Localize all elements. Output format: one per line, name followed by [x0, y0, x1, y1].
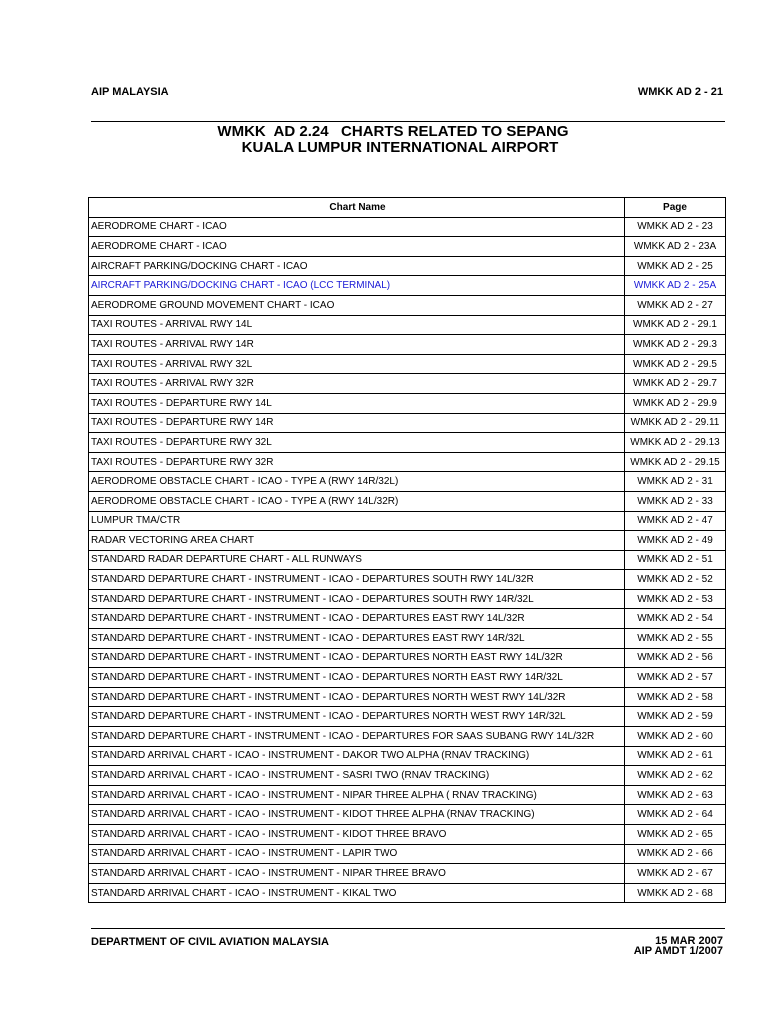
- table-row: [89, 217, 726, 237]
- table-row: [89, 354, 726, 374]
- page-ref-cell: WMKK AD 2 - 57: [625, 668, 726, 688]
- column-header-chart-name: Chart Name: [89, 198, 625, 218]
- chart-name-cell: AERODROME CHART - ICAO: [89, 217, 625, 237]
- header-divider: [91, 121, 725, 122]
- chart-name-cell: STANDARD DEPARTURE CHART - INSTRUMENT - ICAO - DEPARTURES FOR SAAS SUBANG RWY 14L/32R: [89, 727, 625, 747]
- page-ref-cell: WMKK AD 2 - 23: [625, 217, 726, 237]
- chart-name-cell: TAXI ROUTES - DEPARTURE RWY 32R: [89, 452, 625, 472]
- page-ref-cell: WMKK AD 2 - 66: [625, 844, 726, 864]
- chart-name-cell: LUMPUR TMA/CTR: [89, 511, 625, 531]
- column-header-page: Page: [625, 198, 726, 218]
- page-ref-cell: WMKK AD 2 - 52: [625, 570, 726, 590]
- table-row: [89, 433, 726, 453]
- table-row: [89, 472, 726, 492]
- page-ref-cell: WMKK AD 2 - 25: [625, 256, 726, 276]
- chart-name-cell: AERODROME OBSTACLE CHART - ICAO - TYPE A (RWY 14L/32R): [89, 491, 625, 511]
- chart-name-cell: TAXI ROUTES - DEPARTURE RWY 14L: [89, 393, 625, 413]
- chart-name-cell: TAXI ROUTES - DEPARTURE RWY 32L: [89, 433, 625, 453]
- page-ref-cell: WMKK AD 2 - 29.11: [625, 413, 726, 433]
- chart-name-cell: STANDARD RADAR DEPARTURE CHART - ALL RUNWAYS: [89, 550, 625, 570]
- chart-name-cell: STANDARD ARRIVAL CHART - ICAO - INSTRUMENT - NIPAR THREE ALPHA ( RNAV TRACKING): [89, 785, 625, 805]
- table-row: [89, 276, 726, 296]
- chart-name-cell: STANDARD ARRIVAL CHART - ICAO - INSTRUMENT - LAPIR TWO: [89, 844, 625, 864]
- table-row: [89, 570, 726, 590]
- page-ref-cell: WMKK AD 2 - 58: [625, 687, 726, 707]
- chart-name-cell: AIRCRAFT PARKING/DOCKING CHART - ICAO (LCC TERMINAL): [89, 276, 625, 296]
- chart-name-cell: TAXI ROUTES - ARRIVAL RWY 32R: [89, 374, 625, 394]
- page-ref-cell: WMKK AD 2 - 55: [625, 629, 726, 649]
- footer-edition: [634, 936, 723, 956]
- chart-name-cell: STANDARD DEPARTURE CHART - INSTRUMENT - ICAO - DEPARTURES SOUTH RWY 14R/32L: [89, 589, 625, 609]
- chart-name-cell: STANDARD DEPARTURE CHART - INSTRUMENT - ICAO - DEPARTURES NORTH WEST RWY 14L/32R: [89, 687, 625, 707]
- table-row: [89, 511, 726, 531]
- table-row: [89, 374, 726, 394]
- table-row: [89, 295, 726, 315]
- page-ref-cell: WMKK AD 2 - 59: [625, 707, 726, 727]
- page-ref-cell: WMKK AD 2 - 51: [625, 550, 726, 570]
- chart-name-cell: STANDARD ARRIVAL CHART - ICAO - INSTRUMENT - NIPAR THREE BRAVO: [89, 864, 625, 884]
- table-row: [89, 687, 726, 707]
- chart-name-cell: STANDARD ARRIVAL CHART - ICAO - INSTRUMENT - DAKOR TWO ALPHA (RNAV TRACKING): [89, 746, 625, 766]
- page-ref-cell: WMKK AD 2 - 29.9: [625, 393, 726, 413]
- header-page-ref: WMKK AD 2 - 21: [637, 86, 723, 98]
- page-ref-cell: WMKK AD 2 - 29.1: [625, 315, 726, 335]
- page-ref-cell: WMKK AD 2 - 61: [625, 746, 726, 766]
- page-ref-cell: WMKK AD 2 - 29.5: [625, 354, 726, 374]
- table-body: [89, 217, 726, 903]
- table-row: [89, 648, 726, 668]
- table-row: [89, 335, 726, 355]
- chart-name-cell: TAXI ROUTES - ARRIVAL RWY 14R: [89, 335, 625, 355]
- table-row: [89, 727, 726, 747]
- page-ref-cell: WMKK AD 2 - 53: [625, 589, 726, 609]
- page-title-line-2: KUALA LUMPUR INTERNATIONAL AIRPORT: [241, 139, 559, 156]
- page-ref-cell: WMKK AD 2 - 67: [625, 864, 726, 884]
- table-row: [89, 668, 726, 688]
- table-header-row: [89, 198, 726, 218]
- chart-name-cell: AERODROME GROUND MOVEMENT CHART - ICAO: [89, 295, 625, 315]
- footer-department: DEPARTMENT OF CIVIL AVIATION MALAYSIA: [91, 936, 329, 948]
- table-row: [89, 766, 726, 786]
- chart-name-cell: TAXI ROUTES - ARRIVAL RWY 32L: [89, 354, 625, 374]
- chart-name-cell: STANDARD DEPARTURE CHART - INSTRUMENT - ICAO - DEPARTURES NORTH EAST RWY 14R/32L: [89, 668, 625, 688]
- charts-table: [88, 197, 726, 903]
- table-row: [89, 589, 726, 609]
- table-row: [89, 315, 726, 335]
- chart-name-cell: STANDARD DEPARTURE CHART - INSTRUMENT - ICAO - DEPARTURES NORTH EAST RWY 14L/32R: [89, 648, 625, 668]
- page-ref-cell: WMKK AD 2 - 49: [625, 531, 726, 551]
- table-row: [89, 707, 726, 727]
- table-row: [89, 393, 726, 413]
- chart-name-cell: TAXI ROUTES - DEPARTURE RWY 14R: [89, 413, 625, 433]
- page-ref-cell: WMKK AD 2 - 64: [625, 805, 726, 825]
- page-ref-cell: WMKK AD 2 - 63: [625, 785, 726, 805]
- table-row: [89, 452, 726, 472]
- table-row: [89, 491, 726, 511]
- page-ref-cell: WMKK AD 2 - 56: [625, 648, 726, 668]
- page-ref-cell: WMKK AD 2 - 29.15: [625, 452, 726, 472]
- chart-name-cell: STANDARD ARRIVAL CHART - ICAO - INSTRUMENT - KIDOT THREE ALPHA (RNAV TRACKING): [89, 805, 625, 825]
- chart-name-cell: STANDARD ARRIVAL CHART - ICAO - INSTRUMENT - SASRI TWO (RNAV TRACKING): [89, 766, 625, 786]
- table-row: [89, 785, 726, 805]
- page-ref-cell: WMKK AD 2 - 31: [625, 472, 726, 492]
- chart-name-cell: AERODROME CHART - ICAO: [89, 237, 625, 257]
- chart-name-cell: STANDARD ARRIVAL CHART - ICAO - INSTRUMENT - KIDOT THREE BRAVO: [89, 825, 625, 845]
- page-ref-cell: WMKK AD 2 - 54: [625, 609, 726, 629]
- table-row: [89, 746, 726, 766]
- chart-name-cell: AERODROME OBSTACLE CHART - ICAO - TYPE A (RWY 14R/32L): [89, 472, 625, 492]
- table-row: [89, 864, 726, 884]
- page-ref-cell: WMKK AD 2 - 29.3: [625, 335, 726, 355]
- page-ref-cell: WMKK AD 2 - 25A: [625, 276, 726, 296]
- page-ref-cell: WMKK AD 2 - 60: [625, 727, 726, 747]
- footer-date: 15 MAR 2007: [655, 935, 723, 947]
- table-row: [89, 531, 726, 551]
- table-row: [89, 609, 726, 629]
- page-title: [80, 124, 720, 156]
- chart-name-cell: TAXI ROUTES - ARRIVAL RWY 14L: [89, 315, 625, 335]
- page-ref-cell: WMKK AD 2 - 27: [625, 295, 726, 315]
- page-ref-cell: WMKK AD 2 - 23A: [625, 237, 726, 257]
- table-row: [89, 550, 726, 570]
- table-row: [89, 629, 726, 649]
- page-ref-cell: WMKK AD 2 - 47: [625, 511, 726, 531]
- chart-name-cell: AIRCRAFT PARKING/DOCKING CHART - ICAO: [89, 256, 625, 276]
- chart-name-cell: RADAR VECTORING AREA CHART: [89, 531, 625, 551]
- chart-name-cell: STANDARD DEPARTURE CHART - INSTRUMENT - ICAO - DEPARTURES SOUTH RWY 14L/32R: [89, 570, 625, 590]
- table-row: [89, 805, 726, 825]
- page-ref-cell: WMKK AD 2 - 29.13: [625, 433, 726, 453]
- table-row: [89, 237, 726, 257]
- page-ref-cell: WMKK AD 2 - 65: [625, 825, 726, 845]
- chart-name-cell: STANDARD ARRIVAL CHART - ICAO - INSTRUMENT - KIKAL TWO: [89, 883, 625, 903]
- chart-name-cell: STANDARD DEPARTURE CHART - INSTRUMENT - ICAO - DEPARTURES NORTH WEST RWY 14R/32L: [89, 707, 625, 727]
- table-row: [89, 413, 726, 433]
- header-publication: AIP MALAYSIA: [91, 86, 169, 98]
- page-ref-cell: WMKK AD 2 - 68: [625, 883, 726, 903]
- footer-amendment: AIP AMDT 1/2007: [633, 945, 723, 957]
- table-row: [89, 825, 726, 845]
- footer-divider: [91, 928, 725, 929]
- table-row: [89, 256, 726, 276]
- page-ref-cell: WMKK AD 2 - 33: [625, 491, 726, 511]
- table-row: [89, 844, 726, 864]
- chart-name-cell: STANDARD DEPARTURE CHART - INSTRUMENT - ICAO - DEPARTURES EAST RWY 14R/32L: [89, 629, 625, 649]
- page-ref-cell: WMKK AD 2 - 62: [625, 766, 726, 786]
- table-row: [89, 883, 726, 903]
- page-title-line-1: WMKK AD 2.24 CHARTS RELATED TO SEPANG: [217, 123, 569, 140]
- chart-name-cell: STANDARD DEPARTURE CHART - INSTRUMENT - ICAO - DEPARTURES EAST RWY 14L/32R: [89, 609, 625, 629]
- page-ref-cell: WMKK AD 2 - 29.7: [625, 374, 726, 394]
